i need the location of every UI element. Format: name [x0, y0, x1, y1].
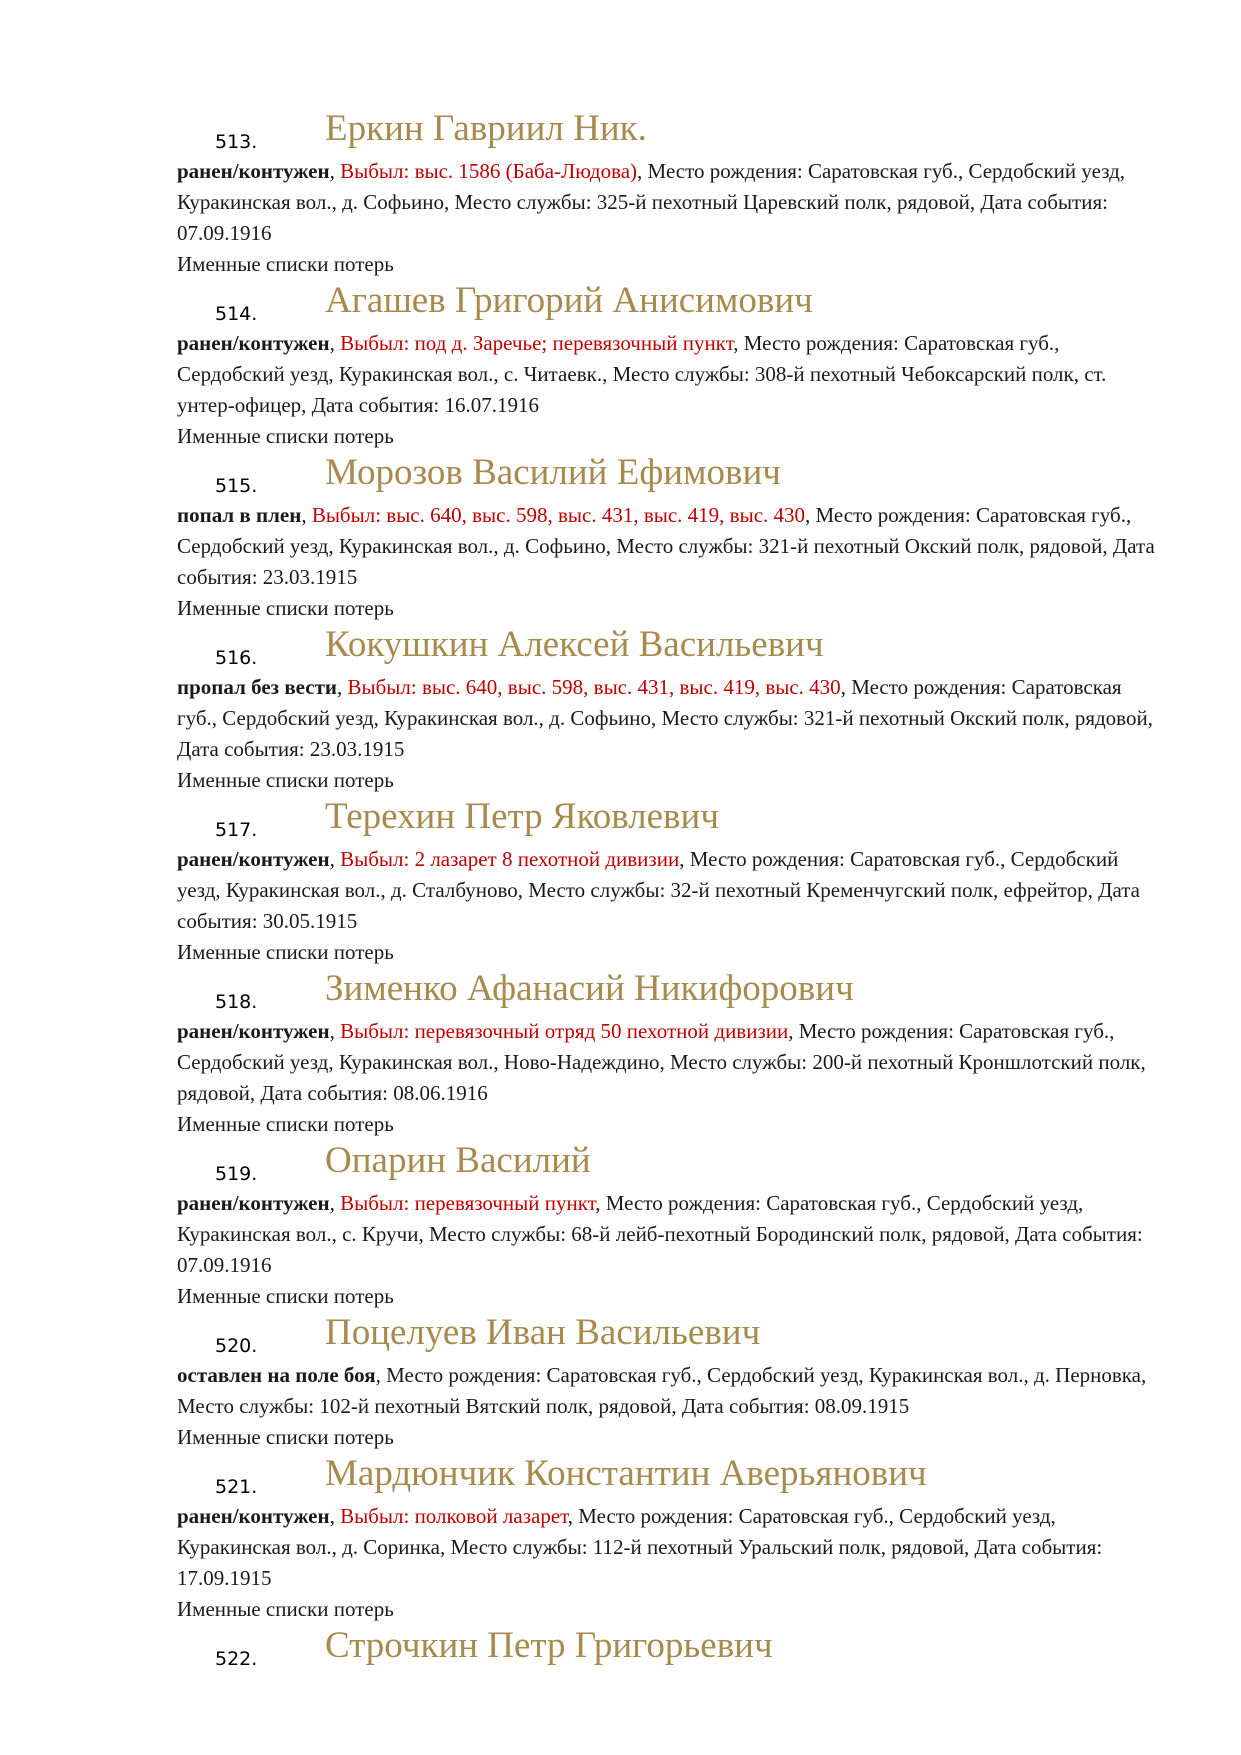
entry-heading — [177, 968, 1162, 1016]
separator: , — [637, 159, 648, 183]
separator: , — [329, 1504, 341, 1528]
entry-details — [177, 156, 1162, 249]
list-item — [177, 624, 1162, 796]
entry-info-text: Место рождения: Саратовская губ., Сердобский уезд, Куракинская вол., д. Соринка, Место службы: 112-й пехотный Уральский полк, рядовой, Дата события: 17.09.1915 — [177, 1504, 1103, 1590]
entry-source: Именные списки потерь — [177, 596, 394, 620]
entry-details — [177, 1188, 1162, 1281]
entry-number: 516. — [215, 647, 258, 669]
entry-status: ранен/контужен — [177, 331, 330, 355]
separator: , — [336, 675, 348, 699]
entry-name: Терехин Петр Яковлевич — [325, 796, 719, 837]
entry-vybyl: Выбыл: выс. 1586 (Баба-Людова) — [340, 159, 638, 183]
entry-vybyl: Выбыл: выс. 640, выс. 598, выс. 431, выс. 419, выс. 430 — [347, 675, 841, 699]
entry-heading — [177, 108, 1162, 156]
separator: , — [805, 503, 816, 527]
entry-heading — [177, 624, 1162, 672]
entry-vybyl: Выбыл: перевязочный отряд 50 пехотной дивизии — [340, 1019, 789, 1043]
entry-name: Зименко Афанасий Никифорович — [325, 968, 854, 1009]
entry-status: ранен/контужен — [177, 1019, 330, 1043]
list-item — [177, 796, 1162, 968]
separator: , — [329, 331, 341, 355]
entry-source: Именные списки потерь — [177, 424, 394, 448]
casualty-list — [177, 108, 1162, 1673]
entry-source: Именные списки потерь — [177, 940, 394, 964]
entry-name: Мардюнчик Константин Аверьянович — [325, 1453, 927, 1494]
entry-info-text: Место рождения: Саратовская губ., Сердобский уезд, Куракинская вол., д. Софьино, Место службы: 325-й пехотный Царевский полк, рядовой, Дата события: 07.09.1916 — [177, 159, 1126, 245]
entry-details — [177, 844, 1162, 937]
list-item — [177, 452, 1162, 624]
entry-heading — [177, 1312, 1162, 1360]
separator: , — [329, 1019, 341, 1043]
separator: , — [375, 1363, 387, 1387]
entry-status: попал в плен — [177, 503, 302, 527]
entry-status: ранен/контужен — [177, 1191, 330, 1215]
entry-details — [177, 672, 1162, 765]
entry-number: 513. — [215, 131, 258, 153]
list-item — [177, 968, 1162, 1140]
separator: , — [788, 1019, 799, 1043]
entry-details — [177, 1360, 1162, 1422]
entry-name: Агашев Григорий Анисимович — [325, 280, 813, 321]
list-item — [177, 280, 1162, 452]
entry-source: Именные списки потерь — [177, 1597, 394, 1621]
entry-details — [177, 1016, 1162, 1109]
list-item — [177, 1312, 1162, 1453]
entry-number: 521. — [215, 1476, 258, 1498]
list-item — [177, 108, 1162, 280]
entry-info-text: Место рождения: Саратовская губ., Сердобский уезд, Куракинская вол., д. Сталбуново, Место службы: 32-й пехотный Кременчугский полк, ефрейтор, Дата события: 30.05.1915 — [177, 847, 1141, 933]
entry-source: Именные списки потерь — [177, 1112, 394, 1136]
entry-number: 520. — [215, 1335, 258, 1357]
entry-vybyl: Выбыл: полковой лазарет — [340, 1504, 568, 1528]
entry-vybyl: Выбыл: выс. 640, выс. 598, выс. 431, выс. 419, выс. 430 — [311, 503, 806, 527]
entry-source: Именные списки потерь — [177, 768, 394, 792]
entry-status: оставлен на поле боя — [177, 1363, 376, 1387]
entry-number: 517. — [215, 819, 258, 841]
entry-status: ранен/контужен — [177, 159, 330, 183]
separator: , — [733, 331, 744, 355]
entry-vybyl: Выбыл: 2 лазарет 8 пехотной дивизии — [340, 847, 680, 871]
separator: , — [329, 847, 341, 871]
list-item — [177, 1140, 1162, 1312]
separator: , — [679, 847, 690, 871]
entry-source: Именные списки потерь — [177, 1425, 394, 1449]
entry-number: 522. — [215, 1648, 258, 1670]
entry-info-text: Место рождения: Саратовская губ., Сердобский уезд, Куракинская вол., д. Перновка, Место службы: 102-й пехотный Вятский полк, рядовой, Дата события: 08.09.1915 — [177, 1363, 1147, 1418]
entry-details — [177, 500, 1162, 593]
entry-number: 519. — [215, 1163, 258, 1185]
entry-info-text: Место рождения: Саратовская губ., Сердобский уезд, Куракинская вол., д. Софьино, Место службы: 321-й пехотный Окский полк, рядовой, Дата события: 23.03.1915 — [177, 503, 1155, 589]
entry-info-text: Место рождения: Саратовская губ., Сердобский уезд, Куракинская вол., Ново-Надеждино, Место службы: 200-й пехотный Кроншлотский полк, рядовой, Дата события: 08.06.1916 — [177, 1019, 1146, 1105]
entry-name: Опарин Василий — [325, 1140, 591, 1181]
list-item — [177, 1625, 1162, 1673]
entry-name: Морозов Василий Ефимович — [325, 452, 781, 493]
separator: , — [329, 159, 341, 183]
entry-name: Еркин Гавриил Ник. — [325, 108, 647, 149]
entry-heading — [177, 1625, 1162, 1673]
entry-source: Именные списки потерь — [177, 252, 394, 276]
entry-vybyl: Выбыл: под д. Заречье; перевязочный пункт — [340, 331, 734, 355]
entry-status: ранен/контужен — [177, 847, 330, 871]
list-item — [177, 1453, 1162, 1625]
separator: , — [567, 1504, 579, 1528]
entry-status: ранен/контужен — [177, 1504, 330, 1528]
entry-number: 518. — [215, 991, 258, 1013]
entry-number: 514. — [215, 303, 258, 325]
entry-details — [177, 328, 1162, 421]
entry-info-text: Место рождения: Саратовская губ., Сердобский уезд, Куракинская вол., с. Читаевк., Место службы: 308-й пехотный Чебоксарский полк, ст. унтер-офицер, Дата события: 16.07.1916 — [177, 331, 1107, 417]
entry-name: Поцелуев Иван Васильевич — [325, 1312, 761, 1353]
separator: , — [329, 1191, 341, 1215]
entry-heading — [177, 1140, 1162, 1188]
entry-number: 515. — [215, 475, 258, 497]
entry-heading — [177, 280, 1162, 328]
separator: , — [301, 503, 312, 527]
entry-vybyl: Выбыл: перевязочный пункт — [340, 1191, 596, 1215]
entry-info-text: Место рождения: Саратовская губ., Сердобский уезд, Куракинская вол., с. Кручи, Место службы: 68-й лейб-пехотный Бородинский полк, рядовой, Дата события: 07.09.1916 — [177, 1191, 1143, 1277]
entry-info-text: Место рождения: Саратовская губ., Сердобский уезд, Куракинская вол., д. Софьино, Место службы: 321-й пехотный Окский полк, рядовой, Дата события: 23.03.1915 — [177, 675, 1153, 761]
entry-status: пропал без вести — [177, 675, 337, 699]
entry-name: Строчкин Петр Григорьевич — [325, 1625, 773, 1666]
entry-name: Кокушкин Алексей Васильевич — [325, 624, 824, 665]
separator: , — [595, 1191, 606, 1215]
separator: , — [840, 675, 852, 699]
entry-details — [177, 1501, 1162, 1594]
entry-heading — [177, 1453, 1162, 1501]
entry-source: Именные списки потерь — [177, 1284, 394, 1308]
entry-heading — [177, 796, 1162, 844]
entry-heading — [177, 452, 1162, 500]
